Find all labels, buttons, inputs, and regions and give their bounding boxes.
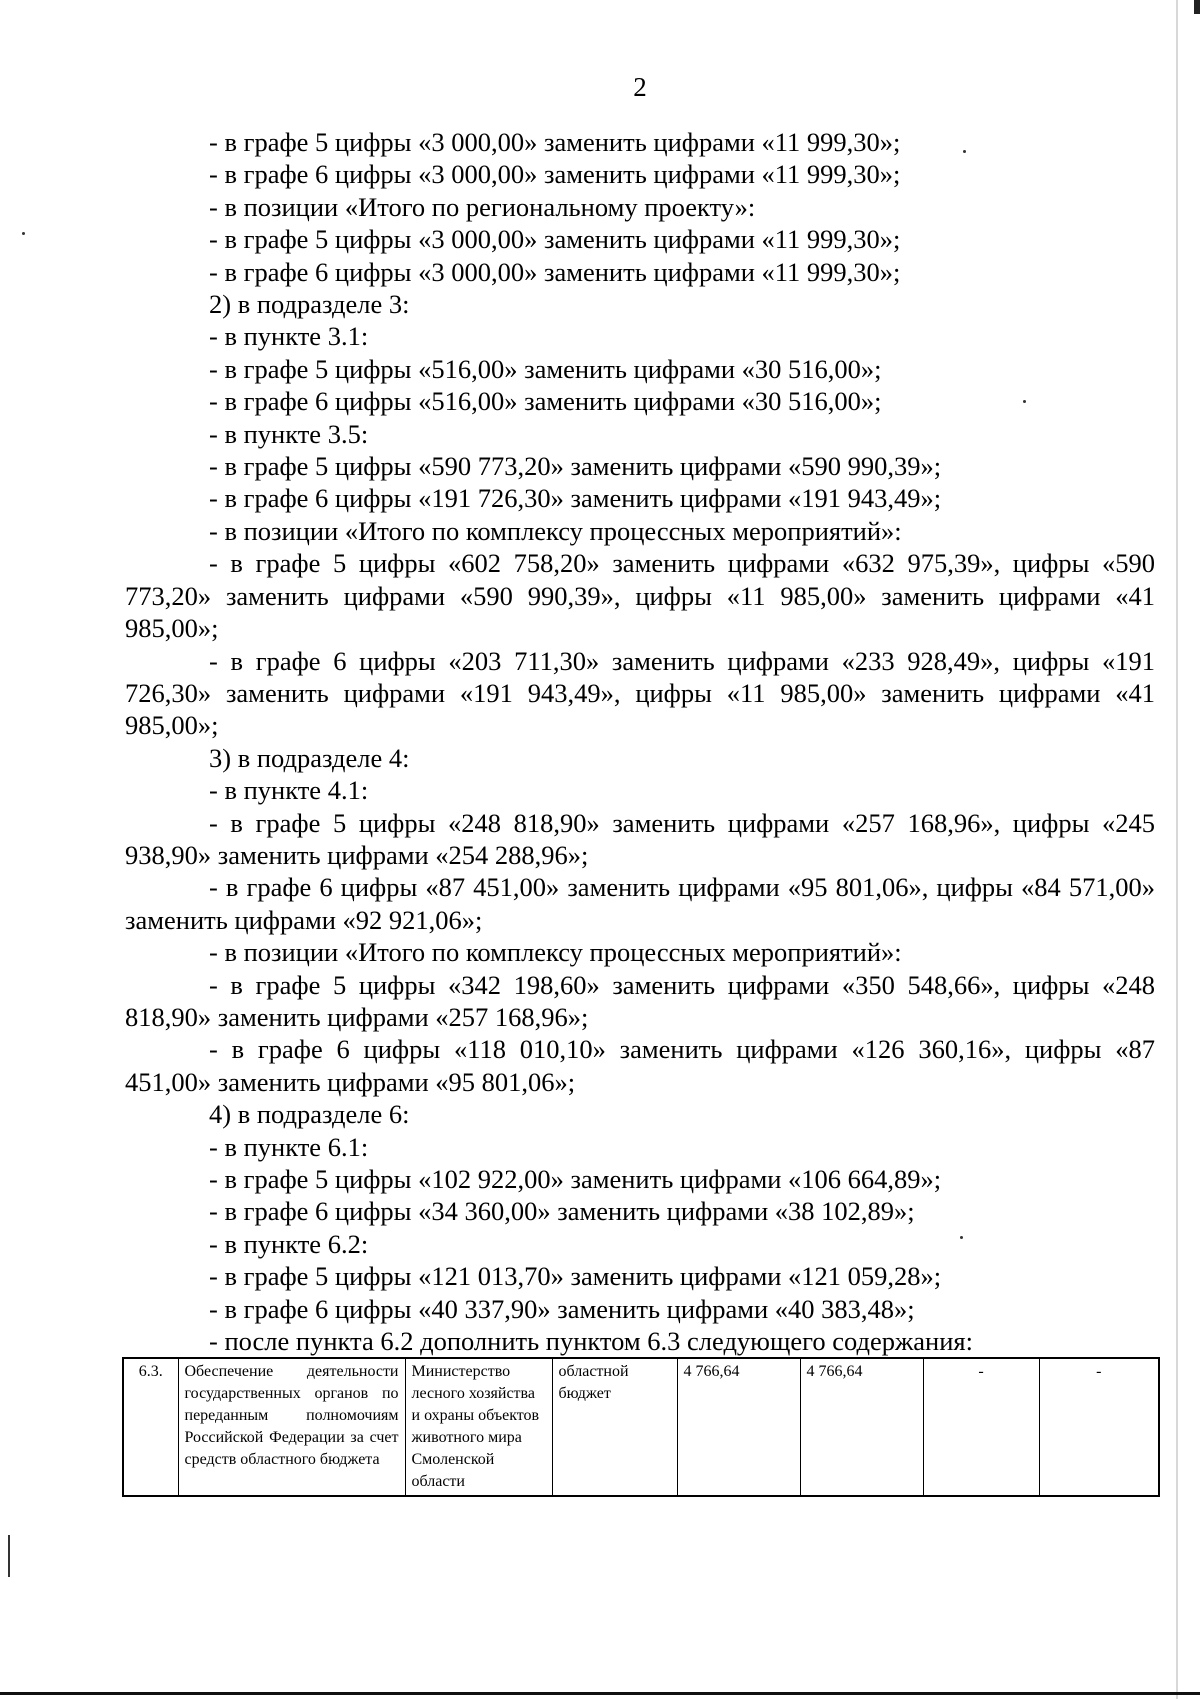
cell-activity-name: Обеспечение деятельности государственных органов по переданным полномочиям Российской Федерации за счет средств областного бюджета [178, 1358, 405, 1496]
text-line: - в графе 6 цифры «40 337,90» заменить цифрами «40 383,48»; [209, 1293, 915, 1324]
amendment-table [122, 1357, 1160, 1497]
scan-speck [963, 150, 966, 153]
text-line: - в графе 6 цифры «191 726,30» заменить цифрами «191 943,49»; [209, 483, 942, 514]
cell-number: 6.3. [123, 1358, 178, 1496]
text-line: - после пункта 6.2 дополнить пунктом 6.3 следующего содержания: [209, 1326, 973, 1357]
document-body [125, 126, 1155, 1357]
text-paragraph: - в графе 5 цифры «248 818,90» заменить цифрами «257 168,96», цифры «245 938,90» заменить цифрами «254 288,96»; [125, 807, 1155, 870]
scan-edge-line [1176, 0, 1178, 1699]
subsection-heading: 4) в подразделе 6: [209, 1099, 410, 1130]
cell-year-2: - [923, 1358, 1039, 1496]
text-paragraph: - в графе 5 цифры «342 198,60» заменить цифрами «350 548,66», цифры «248 818,90» заменить цифрами «257 168,96»; [125, 969, 1155, 1032]
page-number: 2 [633, 72, 647, 102]
cell-year-3: - [1039, 1358, 1159, 1496]
text-line: - в пункте 3.1: [209, 321, 369, 352]
scan-corner-mark [1194, 0, 1200, 14]
scan-speck [960, 1236, 963, 1239]
text-line: - в графе 6 цифры «3 000,00» заменить цифрами «11 999,30»; [209, 159, 901, 190]
text-line: - в позиции «Итого по комплексу процессных мероприятий»: [209, 937, 902, 968]
text-paragraph: - в графе 5 цифры «602 758,20» заменить цифрами «632 975,39», цифры «590 773,20» заменить цифрами «590 990,39», цифры «11 985,00» заменить цифрами «41 985,00»; [125, 548, 1155, 644]
text-line: - в графе 5 цифры «590 773,20» заменить цифрами «590 990,39»; [209, 451, 942, 482]
text-line: - в графе 5 цифры «516,00» заменить цифрами «30 516,00»; [209, 353, 882, 384]
text-line: - в графе 5 цифры «3 000,00» заменить цифрами «11 999,30»; [209, 224, 901, 255]
text-line: - в пункте 4.1: [209, 775, 369, 806]
scan-speck [22, 232, 25, 235]
text-line: - в графе 5 цифры «121 013,70» заменить цифрами «121 059,28»; [209, 1261, 942, 1292]
text-line: - в пункте 6.2: [209, 1228, 369, 1259]
scan-bottom-edge [0, 1692, 1200, 1695]
table-row [123, 1358, 1159, 1496]
cell-total: 4 766,64 [677, 1358, 800, 1496]
text-line: - в графе 6 цифры «3 000,00» заменить цифрами «11 999,30»; [209, 256, 901, 287]
cell-executor: Министерство лесного хозяйства и охраны объектов животного мира Смоленской области [405, 1358, 552, 1496]
scan-edge-mark [8, 1535, 10, 1577]
text-line: - в графе 6 цифры «516,00» заменить цифрами «30 516,00»; [209, 386, 882, 417]
text-line: - в позиции «Итого по комплексу процессных мероприятий»: [209, 515, 902, 546]
text-line: - в пункте 3.5: [209, 418, 369, 449]
text-line: - в графе 6 цифры «34 360,00» заменить цифрами «38 102,89»; [209, 1196, 915, 1227]
text-line: - в пункте 6.1: [209, 1131, 369, 1162]
text-line: - в позиции «Итого по региональному проекту»: [209, 191, 756, 222]
subsection-heading: 2) в подразделе 3: [209, 289, 410, 320]
text-paragraph: - в графе 6 цифры «203 711,30» заменить цифрами «233 928,49», цифры «191 726,30» заменить цифрами «191 943,49», цифры «11 985,00» заменить цифрами «41 985,00»; [125, 645, 1155, 741]
text-paragraph: - в графе 6 цифры «87 451,00» заменить цифрами «95 801,06», цифры «84 571,00» заменить цифрами «92 921,06»; [125, 872, 1155, 935]
cell-year-1: 4 766,64 [800, 1358, 923, 1496]
text-line: - в графе 5 цифры «102 922,00» заменить цифрами «106 664,89»; [209, 1164, 942, 1194]
subsection-heading: 3) в подразделе 4: [209, 742, 410, 773]
text-line: - в графе 5 цифры «3 000,00» заменить цифрами «11 999,30»; [209, 127, 901, 157]
text-paragraph: - в графе 6 цифры «118 010,10» заменить цифрами «126 360,16», цифры «87 451,00» заменить цифрами «95 801,06»; [125, 1034, 1155, 1097]
scan-speck [1023, 400, 1026, 403]
cell-funding-source: областной бюджет [552, 1358, 677, 1496]
